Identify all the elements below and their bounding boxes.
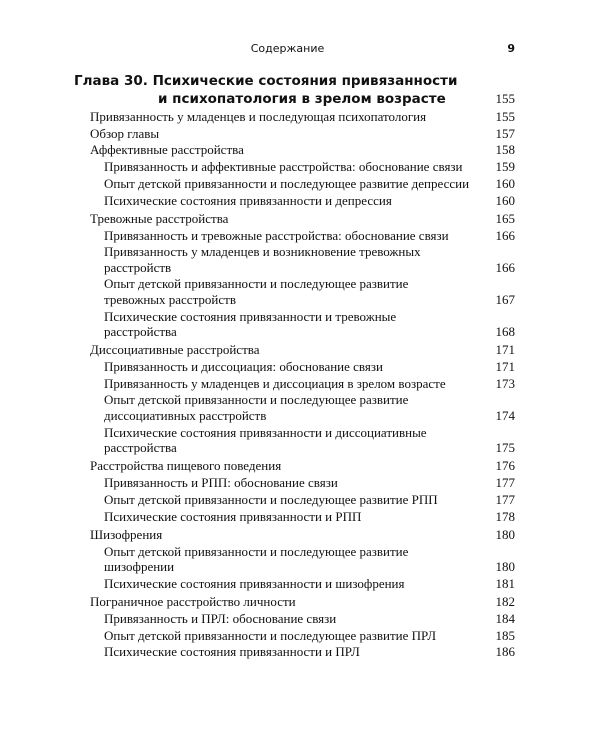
toc-entry-title: Опыт детской привязанности и последующее развитие депрессии	[104, 175, 470, 191]
toc-entry-title: Пограничное расстройство личности	[90, 594, 296, 610]
chapter-title-line1: Глава 30. Психические состояния привязанности	[74, 73, 458, 89]
toc-entry-title: Привязанность и РПП: обоснование связи	[104, 475, 338, 491]
toc-entry-title: Привязанность у младенцев и диссоциация в зрелом возрасте	[104, 375, 446, 391]
toc-entry-title: Опыт детской привязанности и последующее развитие РПП	[104, 491, 438, 507]
toc-entry-title: Психические состояния привязанности и тревожные расстройства	[104, 308, 397, 339]
toc-entry-page: 178	[495, 508, 515, 524]
toc-entry-page: 184	[495, 610, 515, 626]
toc-entry-page: 160	[495, 175, 515, 191]
toc-entry	[90, 276, 515, 307]
chapter-page-ref: 155	[495, 91, 515, 106]
toc-entry-title: Психические состояния привязанности и РПП	[104, 508, 362, 524]
running-title: Содержание	[250, 42, 325, 55]
toc-entry-page: 175	[495, 439, 515, 455]
toc-entry	[90, 628, 515, 643]
toc-entry-page: 157	[495, 125, 515, 141]
toc-entry-title: Опыт детской привязанности и последующее развитие шизофрении	[104, 543, 409, 575]
toc-entry	[90, 509, 515, 524]
chapter-title-line2: и психопатология в зрелом возрасте	[158, 91, 446, 107]
toc-entry-page: 165	[495, 210, 515, 226]
toc-entry	[90, 492, 515, 507]
toc-entry	[90, 109, 515, 124]
toc-entry	[90, 425, 515, 456]
toc-entry-page: 177	[495, 475, 515, 491]
toc-entry-page: 173	[495, 375, 515, 391]
toc-entry-title: Привязанность и аффективные расстройства: обоснование связи	[104, 159, 463, 175]
toc-entry-page: 185	[495, 627, 515, 643]
toc-entry-title: Расстройства пищевого поведения	[90, 458, 282, 474]
toc-entry-page: 181	[495, 575, 515, 591]
chapter-heading	[74, 72, 515, 108]
toc-entry-title: Привязанность и диссоциация: обоснование связи	[104, 359, 383, 375]
toc-entry	[90, 159, 515, 174]
toc-entry-page: 166	[495, 227, 515, 243]
toc-entry	[90, 544, 515, 575]
toc-entry	[90, 376, 515, 391]
toc-entry-title: Привязанность и ПРЛ: обоснование связи	[104, 610, 337, 626]
toc-entry-page: 186	[495, 644, 515, 660]
toc-entry-page: 168	[495, 323, 515, 339]
toc-entry-page: 160	[495, 192, 515, 208]
toc-entry-page: 176	[495, 458, 515, 474]
toc-entry-page: 171	[495, 359, 515, 375]
toc-entry	[90, 342, 515, 357]
toc-entry-title: Опыт детской привязанности и последующее развитие диссоциативных расстройств	[104, 392, 409, 423]
toc-entry-title: Привязанность у младенцев и возникновение тревожных расстройств	[104, 244, 421, 275]
toc-entry	[90, 644, 515, 659]
toc-entry	[90, 193, 515, 208]
toc-entry	[90, 176, 515, 191]
toc-entry-title: Опыт детской привязанности и последующее развитие ПРЛ	[104, 627, 437, 643]
toc-entry-title: Психические состояния привязанности и ПРЛ	[104, 644, 360, 660]
toc-entry-title: Психические состояния привязанности и депрессия	[104, 192, 392, 208]
toc-entry-page: 182	[495, 594, 515, 610]
page-number: 9	[507, 42, 515, 55]
toc-entry-title: Диссоциативные расстройства	[90, 342, 260, 358]
toc-entry-title: Опыт детской привязанности и последующее развитие тревожных расстройств	[104, 276, 409, 307]
toc-entry	[90, 244, 515, 275]
toc-entry	[90, 458, 515, 473]
toc-entry-title: Аффективные расстройства	[90, 142, 244, 158]
toc-entry-page: 171	[495, 342, 515, 358]
toc-entry	[90, 392, 515, 423]
toc-entry-title: Психические состояния привязанности и шизофрения	[104, 575, 405, 591]
toc-entry-title: Шизофрения	[90, 526, 163, 542]
toc-entry	[90, 309, 515, 340]
toc-entry-page: 155	[495, 109, 515, 124]
toc-entry-title: Тревожные расстройства	[90, 210, 229, 226]
toc-entry-page: 177	[495, 491, 515, 507]
toc-entry-page: 180	[495, 559, 515, 575]
toc-list	[90, 109, 515, 661]
toc-entry-page: 174	[495, 407, 515, 423]
toc-entry	[90, 359, 515, 374]
toc-entry	[90, 576, 515, 591]
toc-entry-page: 167	[495, 291, 515, 307]
toc-entry-title: Психические состояния привязанности и диссоциативные расстройства	[104, 424, 427, 455]
toc-entry-title: Обзор главы	[90, 125, 160, 141]
toc-entry-page: 159	[495, 159, 515, 175]
toc-entry	[90, 126, 515, 141]
running-header	[60, 42, 515, 62]
toc-entry-title: Привязанность у младенцев и последующая психопатология	[90, 109, 427, 124]
toc-entry	[90, 475, 515, 490]
toc-entry-title: Привязанность и тревожные расстройства: обоснование связи	[104, 227, 449, 243]
toc-entry	[90, 228, 515, 243]
toc-entry	[90, 611, 515, 626]
toc-entry-page: 180	[495, 526, 515, 542]
toc-entry	[90, 594, 515, 609]
toc-entry	[90, 527, 515, 542]
toc-entry-page: 166	[495, 259, 515, 275]
toc-entry	[90, 142, 515, 157]
toc-entry-page: 158	[495, 142, 515, 158]
toc-entry	[90, 211, 515, 226]
